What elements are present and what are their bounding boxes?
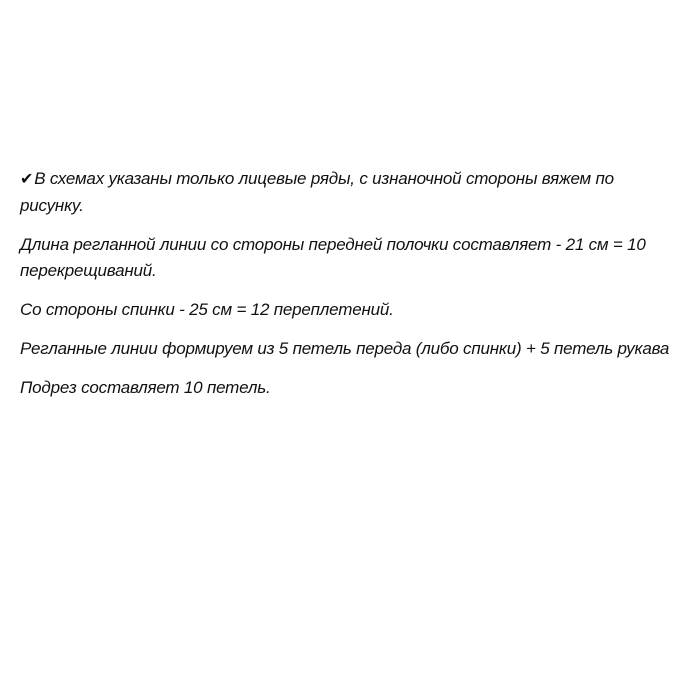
paragraph-text: Регланные линии формируем из 5 петель переда (либо спинки) + 5 петель рукава [20,339,670,358]
paragraph-raglan-lines [20,336,670,362]
paragraph-text: Со стороны спинки - 25 см = 12 переплетений. [20,300,394,319]
paragraph-yoke [20,375,670,401]
paragraph-text: Подрез составляет 10 петель. [20,378,271,397]
document-body [20,166,670,414]
paragraph-text: В схемах указаны только лицевые ряды, с изнаночной стороны вяжем по рисунку. [20,169,614,215]
paragraph-text: Длина регланной линии со стороны передней полочки составляет - 21 см = 10 перекрещиваний. [20,235,646,280]
check-icon: ✔ [20,171,34,188]
paragraph-schemes-note [20,166,670,219]
paragraph-raglan-back [20,297,670,323]
paragraph-raglan-front [20,232,670,284]
